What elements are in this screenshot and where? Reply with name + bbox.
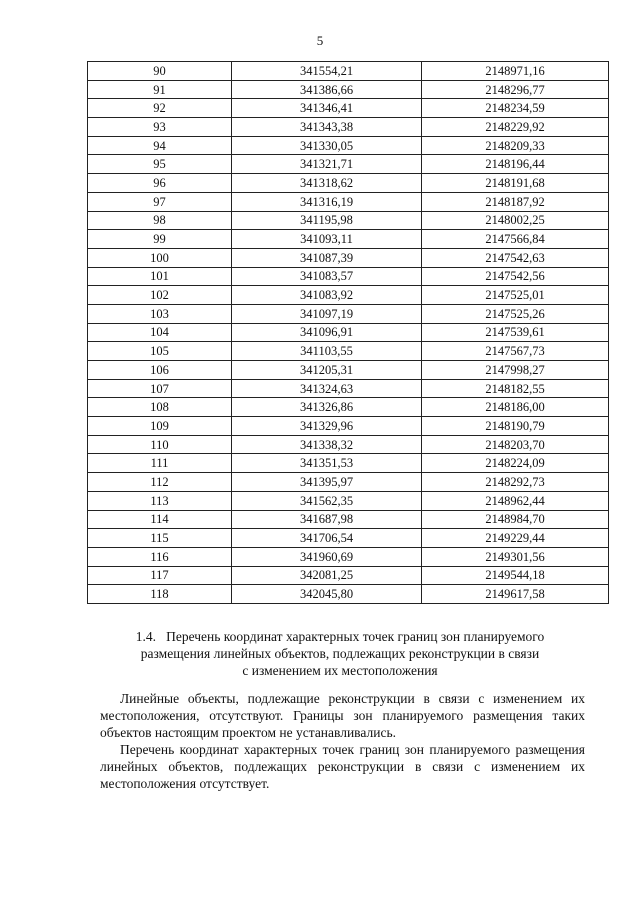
table-row <box>88 323 609 342</box>
y-coordinate-cell: 2148002,25 <box>422 211 609 230</box>
x-coordinate-cell: 341343,38 <box>232 118 422 137</box>
table-row <box>88 230 609 249</box>
y-coordinate-cell: 2148292,73 <box>422 473 609 492</box>
y-coordinate-cell: 2148203,70 <box>422 435 609 454</box>
x-coordinate-cell: 342045,80 <box>232 585 422 604</box>
paragraph-1: Линейные объекты, подлежащие реконструкции в связи с изменением их местоположения, отсутствуют. Границы зон планируемого размещения таких объектов настоящим проектом не устанавливались. <box>100 691 585 740</box>
x-coordinate-cell: 341960,69 <box>232 547 422 566</box>
y-coordinate-cell: 2148971,16 <box>422 62 609 81</box>
x-coordinate-cell: 341687,98 <box>232 510 422 529</box>
x-coordinate-cell: 341338,32 <box>232 435 422 454</box>
x-coordinate-cell: 341562,35 <box>232 491 422 510</box>
table-row <box>88 99 609 118</box>
table-row <box>88 304 609 323</box>
section-heading-line-2: размещения линейных объектов, подлежащих реконструкции в связи <box>140 646 540 661</box>
y-coordinate-cell: 2148209,33 <box>422 136 609 155</box>
y-coordinate-cell: 2147566,84 <box>422 230 609 249</box>
table-row <box>88 155 609 174</box>
x-coordinate-cell: 341351,53 <box>232 454 422 473</box>
point-number-cell: 111 <box>88 454 232 473</box>
point-number-cell: 113 <box>88 491 232 510</box>
y-coordinate-cell: 2149617,58 <box>422 585 609 604</box>
table-row <box>88 566 609 585</box>
y-coordinate-cell: 2148229,92 <box>422 118 609 137</box>
table-row <box>88 473 609 492</box>
y-coordinate-cell: 2147542,56 <box>422 267 609 286</box>
table-row <box>88 379 609 398</box>
y-coordinate-cell: 2148182,55 <box>422 379 609 398</box>
x-coordinate-cell: 341318,62 <box>232 174 422 193</box>
table-row <box>88 136 609 155</box>
x-coordinate-cell: 341706,54 <box>232 529 422 548</box>
y-coordinate-cell: 2148186,00 <box>422 398 609 417</box>
point-number-cell: 106 <box>88 361 232 380</box>
point-number-cell: 93 <box>88 118 232 137</box>
table-row <box>88 398 609 417</box>
y-coordinate-cell: 2148962,44 <box>422 491 609 510</box>
x-coordinate-cell: 341093,11 <box>232 230 422 249</box>
x-coordinate-cell: 341395,97 <box>232 473 422 492</box>
table-row <box>88 62 609 81</box>
table-row <box>88 547 609 566</box>
table-row <box>88 491 609 510</box>
x-coordinate-cell: 341326,86 <box>232 398 422 417</box>
x-coordinate-cell: 342081,25 <box>232 566 422 585</box>
y-coordinate-cell: 2148296,77 <box>422 80 609 99</box>
x-coordinate-cell: 341329,96 <box>232 417 422 436</box>
body-text <box>100 690 585 792</box>
table-row <box>88 342 609 361</box>
point-number-cell: 91 <box>88 80 232 99</box>
point-number-cell: 105 <box>88 342 232 361</box>
x-coordinate-cell: 341346,41 <box>232 99 422 118</box>
point-number-cell: 115 <box>88 529 232 548</box>
table-row <box>88 192 609 211</box>
y-coordinate-cell: 2148191,68 <box>422 174 609 193</box>
y-coordinate-cell: 2147998,27 <box>422 361 609 380</box>
x-coordinate-cell: 341097,19 <box>232 304 422 323</box>
table-row <box>88 529 609 548</box>
point-number-cell: 99 <box>88 230 232 249</box>
x-coordinate-cell: 341103,55 <box>232 342 422 361</box>
point-number-cell: 103 <box>88 304 232 323</box>
point-number-cell: 117 <box>88 566 232 585</box>
section-heading-line-1: 1.4. Перечень координат характерных точек границ зон планируемого <box>135 629 545 644</box>
x-coordinate-cell: 341316,19 <box>232 192 422 211</box>
x-coordinate-cell: 341096,91 <box>232 323 422 342</box>
x-coordinate-cell: 341330,05 <box>232 136 422 155</box>
y-coordinate-cell: 2149301,56 <box>422 547 609 566</box>
page-number: 5 <box>316 33 324 48</box>
x-coordinate-cell: 341205,31 <box>232 361 422 380</box>
point-number-cell: 118 <box>88 585 232 604</box>
point-number-cell: 98 <box>88 211 232 230</box>
point-number-cell: 94 <box>88 136 232 155</box>
table-row <box>88 361 609 380</box>
table-row <box>88 248 609 267</box>
point-number-cell: 92 <box>88 99 232 118</box>
table-row <box>88 267 609 286</box>
x-coordinate-cell: 341083,92 <box>232 286 422 305</box>
point-number-cell: 101 <box>88 267 232 286</box>
y-coordinate-cell: 2147539,61 <box>422 323 609 342</box>
y-coordinate-cell: 2148187,92 <box>422 192 609 211</box>
x-coordinate-cell: 341195,98 <box>232 211 422 230</box>
table-row <box>88 174 609 193</box>
x-coordinate-cell: 341324,63 <box>232 379 422 398</box>
table-row <box>88 585 609 604</box>
point-number-cell: 97 <box>88 192 232 211</box>
table-row <box>88 510 609 529</box>
point-number-cell: 100 <box>88 248 232 267</box>
coordinates-table <box>87 61 609 604</box>
point-number-cell: 95 <box>88 155 232 174</box>
point-number-cell: 109 <box>88 417 232 436</box>
y-coordinate-cell: 2148196,44 <box>422 155 609 174</box>
point-number-cell: 104 <box>88 323 232 342</box>
y-coordinate-cell: 2148224,09 <box>422 454 609 473</box>
x-coordinate-cell: 341321,71 <box>232 155 422 174</box>
section-heading-line-3: с изменением их местоположения <box>242 663 438 678</box>
table-row <box>88 454 609 473</box>
x-coordinate-cell: 341087,39 <box>232 248 422 267</box>
table-row <box>88 286 609 305</box>
point-number-cell: 107 <box>88 379 232 398</box>
table-row <box>88 118 609 137</box>
table-row <box>88 435 609 454</box>
table-row <box>88 417 609 436</box>
table-row <box>88 211 609 230</box>
coordinates-table-body <box>88 62 609 604</box>
y-coordinate-cell: 2149229,44 <box>422 529 609 548</box>
table-row <box>88 80 609 99</box>
paragraph-2: Перечень координат характерных точек границ зон планируемого размещения линейных объектов, подлежащих реконструкции в связи с изменением их местоположения отсутствует. <box>100 742 585 791</box>
point-number-cell: 114 <box>88 510 232 529</box>
y-coordinate-cell: 2147525,26 <box>422 304 609 323</box>
y-coordinate-cell: 2147567,73 <box>422 342 609 361</box>
point-number-cell: 110 <box>88 435 232 454</box>
section-heading <box>100 628 580 679</box>
y-coordinate-cell: 2148190,79 <box>422 417 609 436</box>
point-number-cell: 112 <box>88 473 232 492</box>
y-coordinate-cell: 2149544,18 <box>422 566 609 585</box>
x-coordinate-cell: 341386,66 <box>232 80 422 99</box>
x-coordinate-cell: 341083,57 <box>232 267 422 286</box>
y-coordinate-cell: 2147525,01 <box>422 286 609 305</box>
y-coordinate-cell: 2148234,59 <box>422 99 609 118</box>
point-number-cell: 102 <box>88 286 232 305</box>
point-number-cell: 90 <box>88 62 232 81</box>
point-number-cell: 96 <box>88 174 232 193</box>
y-coordinate-cell: 2147542,63 <box>422 248 609 267</box>
x-coordinate-cell: 341554,21 <box>232 62 422 81</box>
point-number-cell: 116 <box>88 547 232 566</box>
y-coordinate-cell: 2148984,70 <box>422 510 609 529</box>
point-number-cell: 108 <box>88 398 232 417</box>
